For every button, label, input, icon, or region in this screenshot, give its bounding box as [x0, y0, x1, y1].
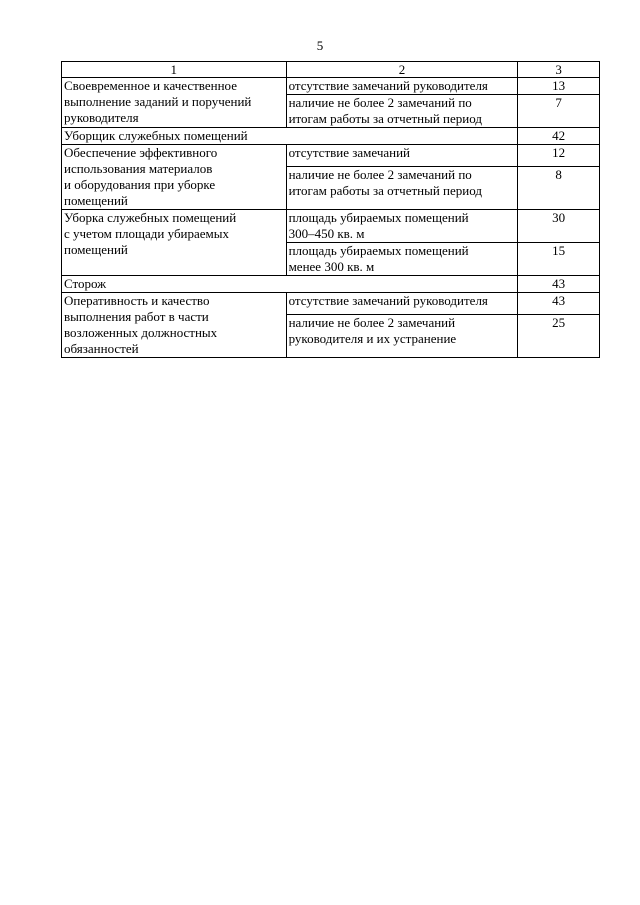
score-cell: 25: [518, 315, 600, 358]
criterion-line: Обеспечение эффективного: [64, 145, 218, 160]
section-score: 42: [518, 128, 600, 145]
section-score: 43: [518, 276, 600, 293]
criterion-cell: [62, 210, 287, 276]
condition-cell: [286, 145, 518, 167]
criterion-cell: [62, 145, 287, 210]
criterion-cell: [62, 293, 287, 358]
score-cell: 43: [518, 293, 600, 315]
criterion-line: Уборка служебных помещений: [64, 210, 237, 225]
condition-line: отсутствие замечаний руководителя: [288, 293, 488, 308]
condition-cell: [286, 167, 518, 210]
section-title: Сторож: [62, 276, 518, 293]
condition-cell: [286, 293, 518, 315]
table-header-row: [62, 62, 600, 78]
criterion-line: использования материалов: [64, 161, 213, 176]
score-cell: 12: [518, 145, 600, 167]
condition-line: итогам работы за отчетный период: [288, 111, 482, 126]
condition-line: отсутствие замечаний руководителя: [288, 78, 488, 93]
score-cell: 8: [518, 167, 600, 210]
condition-line: наличие не более 2 замечаний по: [288, 167, 472, 183]
criterion-line: Оперативность и качество: [64, 293, 210, 308]
condition-cell: [286, 78, 518, 95]
column-header-3: 3: [518, 62, 600, 78]
condition-line: площадь убираемых помещений: [288, 210, 469, 225]
table-row: [62, 293, 600, 315]
criterion-line: руководителя: [64, 110, 139, 125]
condition-cell: [286, 210, 518, 243]
condition-line: менее 300 кв. м: [288, 259, 375, 274]
criterion-line: и оборудования при уборке: [64, 177, 216, 192]
condition-line: площадь убираемых помещений: [288, 243, 469, 258]
column-header-1: 1: [62, 62, 287, 78]
condition-line: 300–450 кв. м: [288, 226, 365, 241]
condition-line: наличие не более 2 замечаний по: [288, 95, 472, 110]
condition-line: наличие не более 2 замечаний: [288, 315, 456, 331]
criterion-line: помещений: [64, 193, 128, 208]
condition-line: отсутствие замечаний: [288, 145, 411, 160]
column-header-2: 2: [286, 62, 518, 78]
criterion-cell: [62, 78, 287, 128]
section-row: [62, 128, 600, 145]
criterion-line: возложенных должностных: [64, 325, 218, 340]
criterion-line: Своевременное и качественное: [64, 78, 237, 93]
score-cell: 15: [518, 243, 600, 276]
table-row: [62, 145, 600, 167]
condition-line: итогам работы за отчетный период: [288, 183, 482, 199]
section-row: [62, 276, 600, 293]
criterion-line: обязанностей: [64, 341, 139, 356]
section-title: Уборщик служебных помещений: [62, 128, 518, 145]
score-cell: 7: [518, 95, 600, 128]
condition-line: руководителя и их устранение: [288, 331, 457, 347]
criterion-line: с учетом площади убираемых: [64, 226, 230, 241]
criterion-line: выполнение заданий и поручений: [64, 94, 252, 109]
criterion-line: помещений: [64, 242, 128, 257]
condition-cell: [286, 243, 518, 276]
condition-cell: [286, 315, 518, 358]
table-row: [62, 78, 600, 95]
criteria-table: [61, 61, 600, 358]
table-row: [62, 210, 600, 243]
page-number: 5: [316, 38, 324, 53]
criterion-line: выполнения работ в части: [64, 309, 209, 324]
score-cell: 30: [518, 210, 600, 243]
condition-cell: [286, 95, 518, 128]
score-cell: 13: [518, 78, 600, 95]
